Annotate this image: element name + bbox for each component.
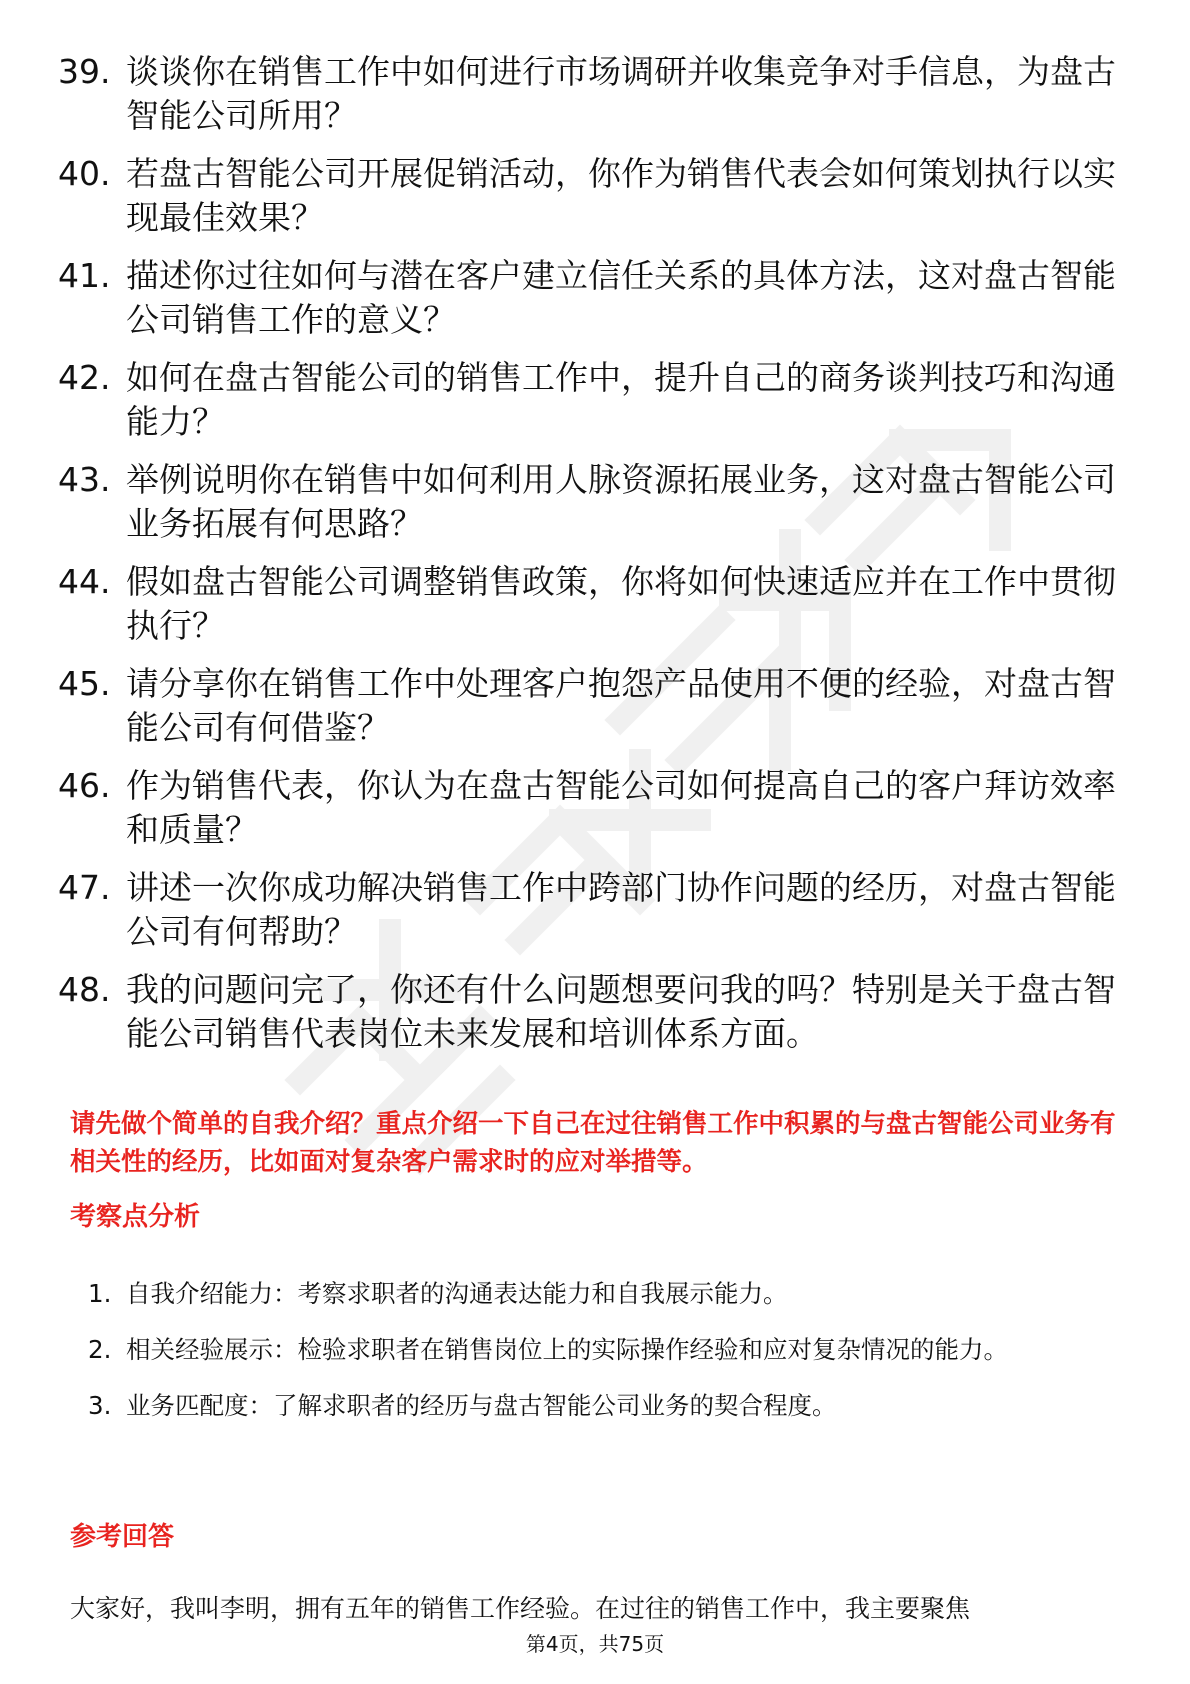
question-item [58, 764, 1138, 852]
question-text: 假如盘古智能公司调整销售政策，你将如何快速适应并在工作中贯彻执行？ [126, 562, 1116, 645]
question-item [58, 152, 1138, 240]
analysis-list [88, 1266, 1128, 1434]
question-number: 48. [58, 970, 111, 1009]
analysis-text: 业务匹配度：了解求职者的经历与盘古智能公司业务的契合程度。 [126, 1391, 837, 1420]
analysis-number: 2. [88, 1335, 112, 1364]
highlight-question: 请先做个简单的自我介绍？重点介绍一下自己在过往销售工作中积累的与盘古智能公司业务有相关性的经历，比如面对复杂客户需求时的应对举措等。 [70, 1109, 1116, 1177]
question-text: 讲述一次你成功解决销售工作中跨部门协作问题的经历，对盘古智能公司有何帮助？ [126, 868, 1116, 951]
question-text: 请分享你在销售工作中处理客户抱怨产品使用不便的经验，对盘古智能公司有何借鉴？ [126, 664, 1116, 747]
analysis-item [88, 1322, 1128, 1378]
question-text: 若盘古智能公司开展促销活动，你作为销售代表会如何策划执行以实现最佳效果？ [126, 154, 1116, 237]
question-item [58, 356, 1138, 444]
answer-paragraph: 大家好，我叫李明，拥有五年的销售工作经验。在过往的销售工作中，我主要聚焦 [70, 1594, 971, 1623]
question-number: 47. [58, 868, 111, 907]
analysis-title: 考察点分析 [70, 1202, 201, 1232]
analysis-item [88, 1378, 1128, 1434]
question-item [58, 968, 1138, 1056]
question-text: 描述你过往如何与潜在客户建立信任关系的具体方法，这对盘古智能公司销售工作的意义？ [126, 256, 1116, 339]
analysis-item [88, 1266, 1128, 1322]
question-number: 44. [58, 562, 111, 601]
question-item [58, 866, 1138, 954]
question-text: 如何在盘古智能公司的销售工作中，提升自己的商务谈判技巧和沟通能力？ [126, 358, 1116, 441]
page-footer: 第4页，共75页 [525, 1632, 665, 1656]
analysis-number: 3. [88, 1391, 112, 1420]
analysis-text: 相关经验展示：检验求职者在销售岗位上的实际操作经验和应对复杂情况的能力。 [126, 1335, 1008, 1364]
question-number: 42. [58, 358, 111, 397]
question-text: 谈谈你在销售工作中如何进行市场调研并收集竞争对手信息，为盘古智能公司所用？ [126, 52, 1116, 135]
question-item [58, 458, 1138, 546]
question-text: 我的问题问完了，你还有什么问题想要问我的吗？特别是关于盘古智能公司销售代表岗位未来发展和培训体系方面。 [126, 970, 1116, 1053]
answer-title: 参考回答 [70, 1522, 175, 1552]
analysis-text: 自我介绍能力：考察求职者的沟通表达能力和自我展示能力。 [126, 1279, 788, 1308]
question-text: 举例说明你在销售中如何利用人脉资源拓展业务，这对盘古智能公司业务拓展有何思路？ [126, 460, 1116, 543]
question-number: 39. [58, 52, 111, 91]
question-number: 46. [58, 766, 111, 805]
question-number: 45. [58, 664, 111, 703]
question-item [58, 662, 1138, 750]
question-text: 作为销售代表，你认为在盘古智能公司如何提高自己的客户拜访效率和质量？ [126, 766, 1116, 849]
analysis-number: 1. [88, 1279, 112, 1308]
question-number: 40. [58, 154, 111, 193]
question-item [58, 560, 1138, 648]
question-item [58, 50, 1138, 138]
question-list [58, 50, 1138, 1070]
question-item [58, 254, 1138, 342]
question-number: 41. [58, 256, 111, 295]
question-number: 43. [58, 460, 111, 499]
